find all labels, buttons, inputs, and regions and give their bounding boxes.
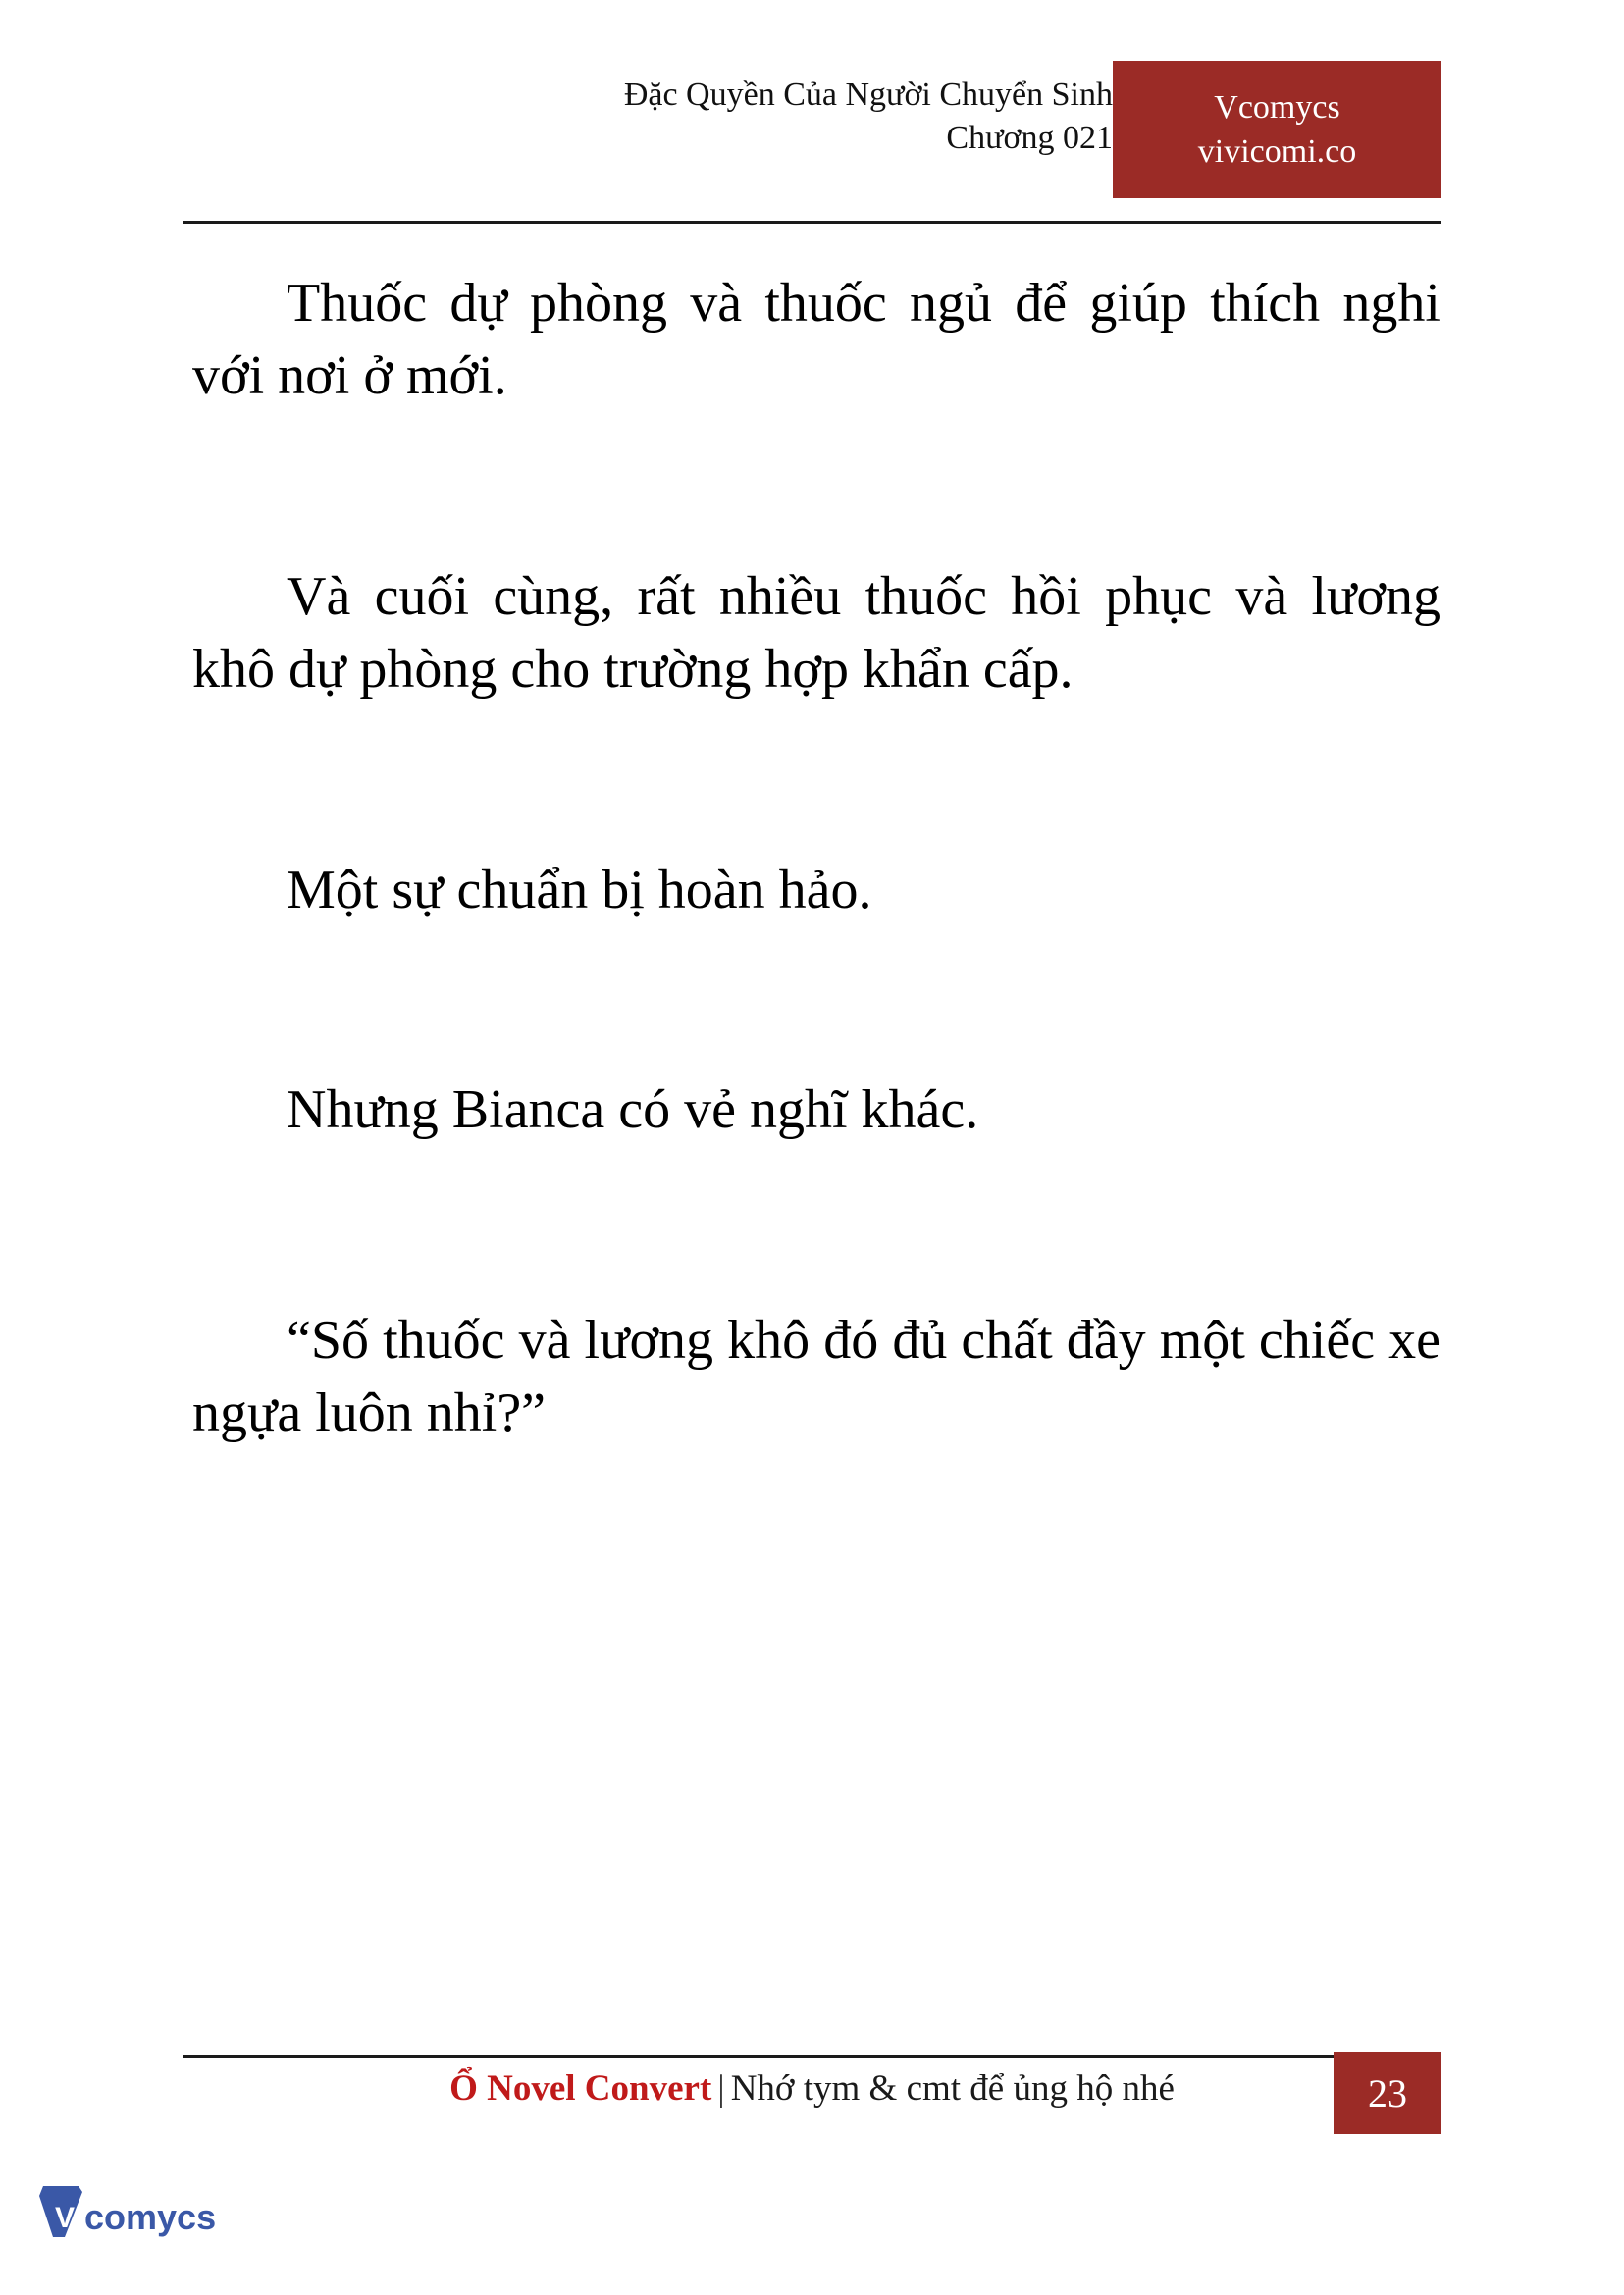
site-badge [1113, 61, 1441, 198]
header-title-line-2: Chương 021 [946, 119, 1113, 156]
header-divider [183, 221, 1441, 224]
vcomycs-watermark-logo [39, 2176, 255, 2253]
paragraph-1: Thuốc dự phòng và thuốc ngủ để giúp thích nghi với nơi ở mới. [192, 273, 1441, 407]
page-number: 23 [1334, 2052, 1441, 2134]
paragraph-5: “Số thuốc và lương khô đó đủ chất đầy một chiếc xe ngựa luôn nhỉ?” [192, 1309, 1441, 1444]
site-badge-url: vivicomi.co [1197, 133, 1357, 170]
page-content [192, 267, 1441, 1450]
site-badge-name: Vcomycs [1214, 88, 1340, 126]
header-title-line-1: Đặc Quyền Của Người Chuyển Sinh [623, 77, 1113, 113]
footer-note: Nhớ tym & cmt để ủng hộ nhé [730, 2068, 1175, 2109]
header-title [624, 74, 1113, 159]
paragraph-4: Nhưng Bianca có vẻ nghĩ khác. [287, 1079, 979, 1141]
footer-credit [183, 2067, 1441, 2110]
paragraph-2: Và cuối cùng, rất nhiều thuốc hồi phục và lương khô dự phòng cho trường hợp khẩn cấp. [192, 565, 1441, 701]
paragraph-3: Một sự chuẩn bị hoàn hảo. [287, 859, 872, 920]
svg-text:V: V [55, 2202, 76, 2234]
footer-separator: | [717, 2068, 725, 2109]
svg-text:comycs: comycs [84, 2197, 217, 2237]
footer-brand: Ổ Novel Convert [449, 2068, 712, 2109]
page-footer [183, 2058, 1441, 2132]
page-header [183, 74, 1441, 221]
